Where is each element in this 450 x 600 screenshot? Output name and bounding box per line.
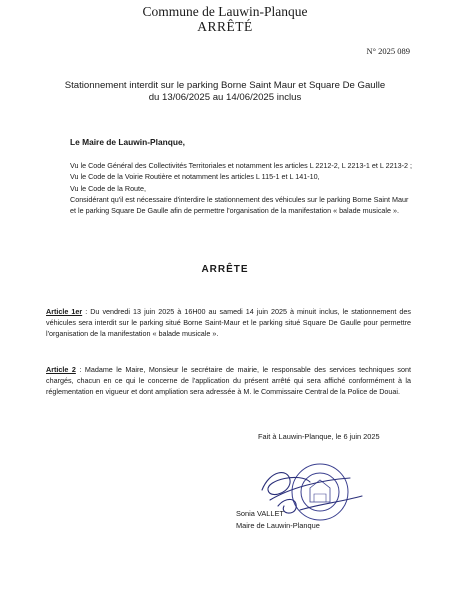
subject-line-2: du 13/06/2025 au 14/06/2025 inclus: [148, 92, 302, 103]
article-2-label: Article 2: [46, 365, 76, 374]
subject-block: [30, 80, 420, 104]
visa-voirie: Vu le Code de la Voirie Routière et notamment les articles L 115-1 et L 141-10,: [70, 172, 320, 182]
visas-block: [38, 160, 416, 216]
visa-route: Vu le Code de la Route,: [70, 183, 147, 193]
signer-name: Sonia VALLET: [236, 509, 284, 518]
subject-line-1: Stationnement interdit sur le parking Borne Saint Maur et Square De Gaulle: [64, 80, 386, 91]
article-2-text: : Madame le Maire, Monsieur le secrétaire de mairie, le responsable des services techniques sont chargés, chacun en ce qui le concerne de l'application du présent arrêté qui sera affiché conformément à la réglementation en vigueur et dont ampliation sera adressée à M. le Commissaire Central de la Police de Douai.: [46, 365, 412, 397]
document-type: ARRÊTÉ: [197, 19, 253, 34]
visa-considerant: Considérant qu'il est nécessaire d'interdire le stationnement des véhicules sur le parking Borne Saint Maur et le parking Square De Gaulle afin de permettre l'organisation de la manifestation « balade musicale ».: [70, 194, 409, 216]
decision-heading: ARRÊTE: [201, 264, 249, 275]
article-1-text: : Du vendredi 13 juin 2025 à 16H00 au samedi 14 juin 2025 à minuit inclus, le stationnement des véhicules sera interdit sur le parking situé Borne Saint-Maur et le parking situé Square De Gaulle pour permettre l'organisation de la manifestation « balade musicale ».: [46, 307, 411, 339]
signer-title: Maire de Lauwin-Planque: [236, 521, 320, 530]
authority-line: Le Maire de Lauwin-Planque,: [70, 137, 185, 147]
commune-name: Commune de Lauwin-Planque: [142, 4, 308, 19]
reference-number: N° 2025 089: [366, 46, 410, 56]
article-1-label: Article 1er: [46, 307, 83, 316]
article-1: [46, 306, 411, 340]
visa-cgct: Vu le Code Général des Collectivités Territoriales et notamment les articles L 2212-2, L 2213-1 et L 2213-2 ;: [70, 161, 412, 170]
article-2: [46, 364, 411, 398]
done-at-line: Fait à Lauwin-Planque, le 6 juin 2025: [258, 432, 380, 441]
signer-block: [236, 508, 320, 532]
handwritten-signature: [262, 473, 362, 514]
